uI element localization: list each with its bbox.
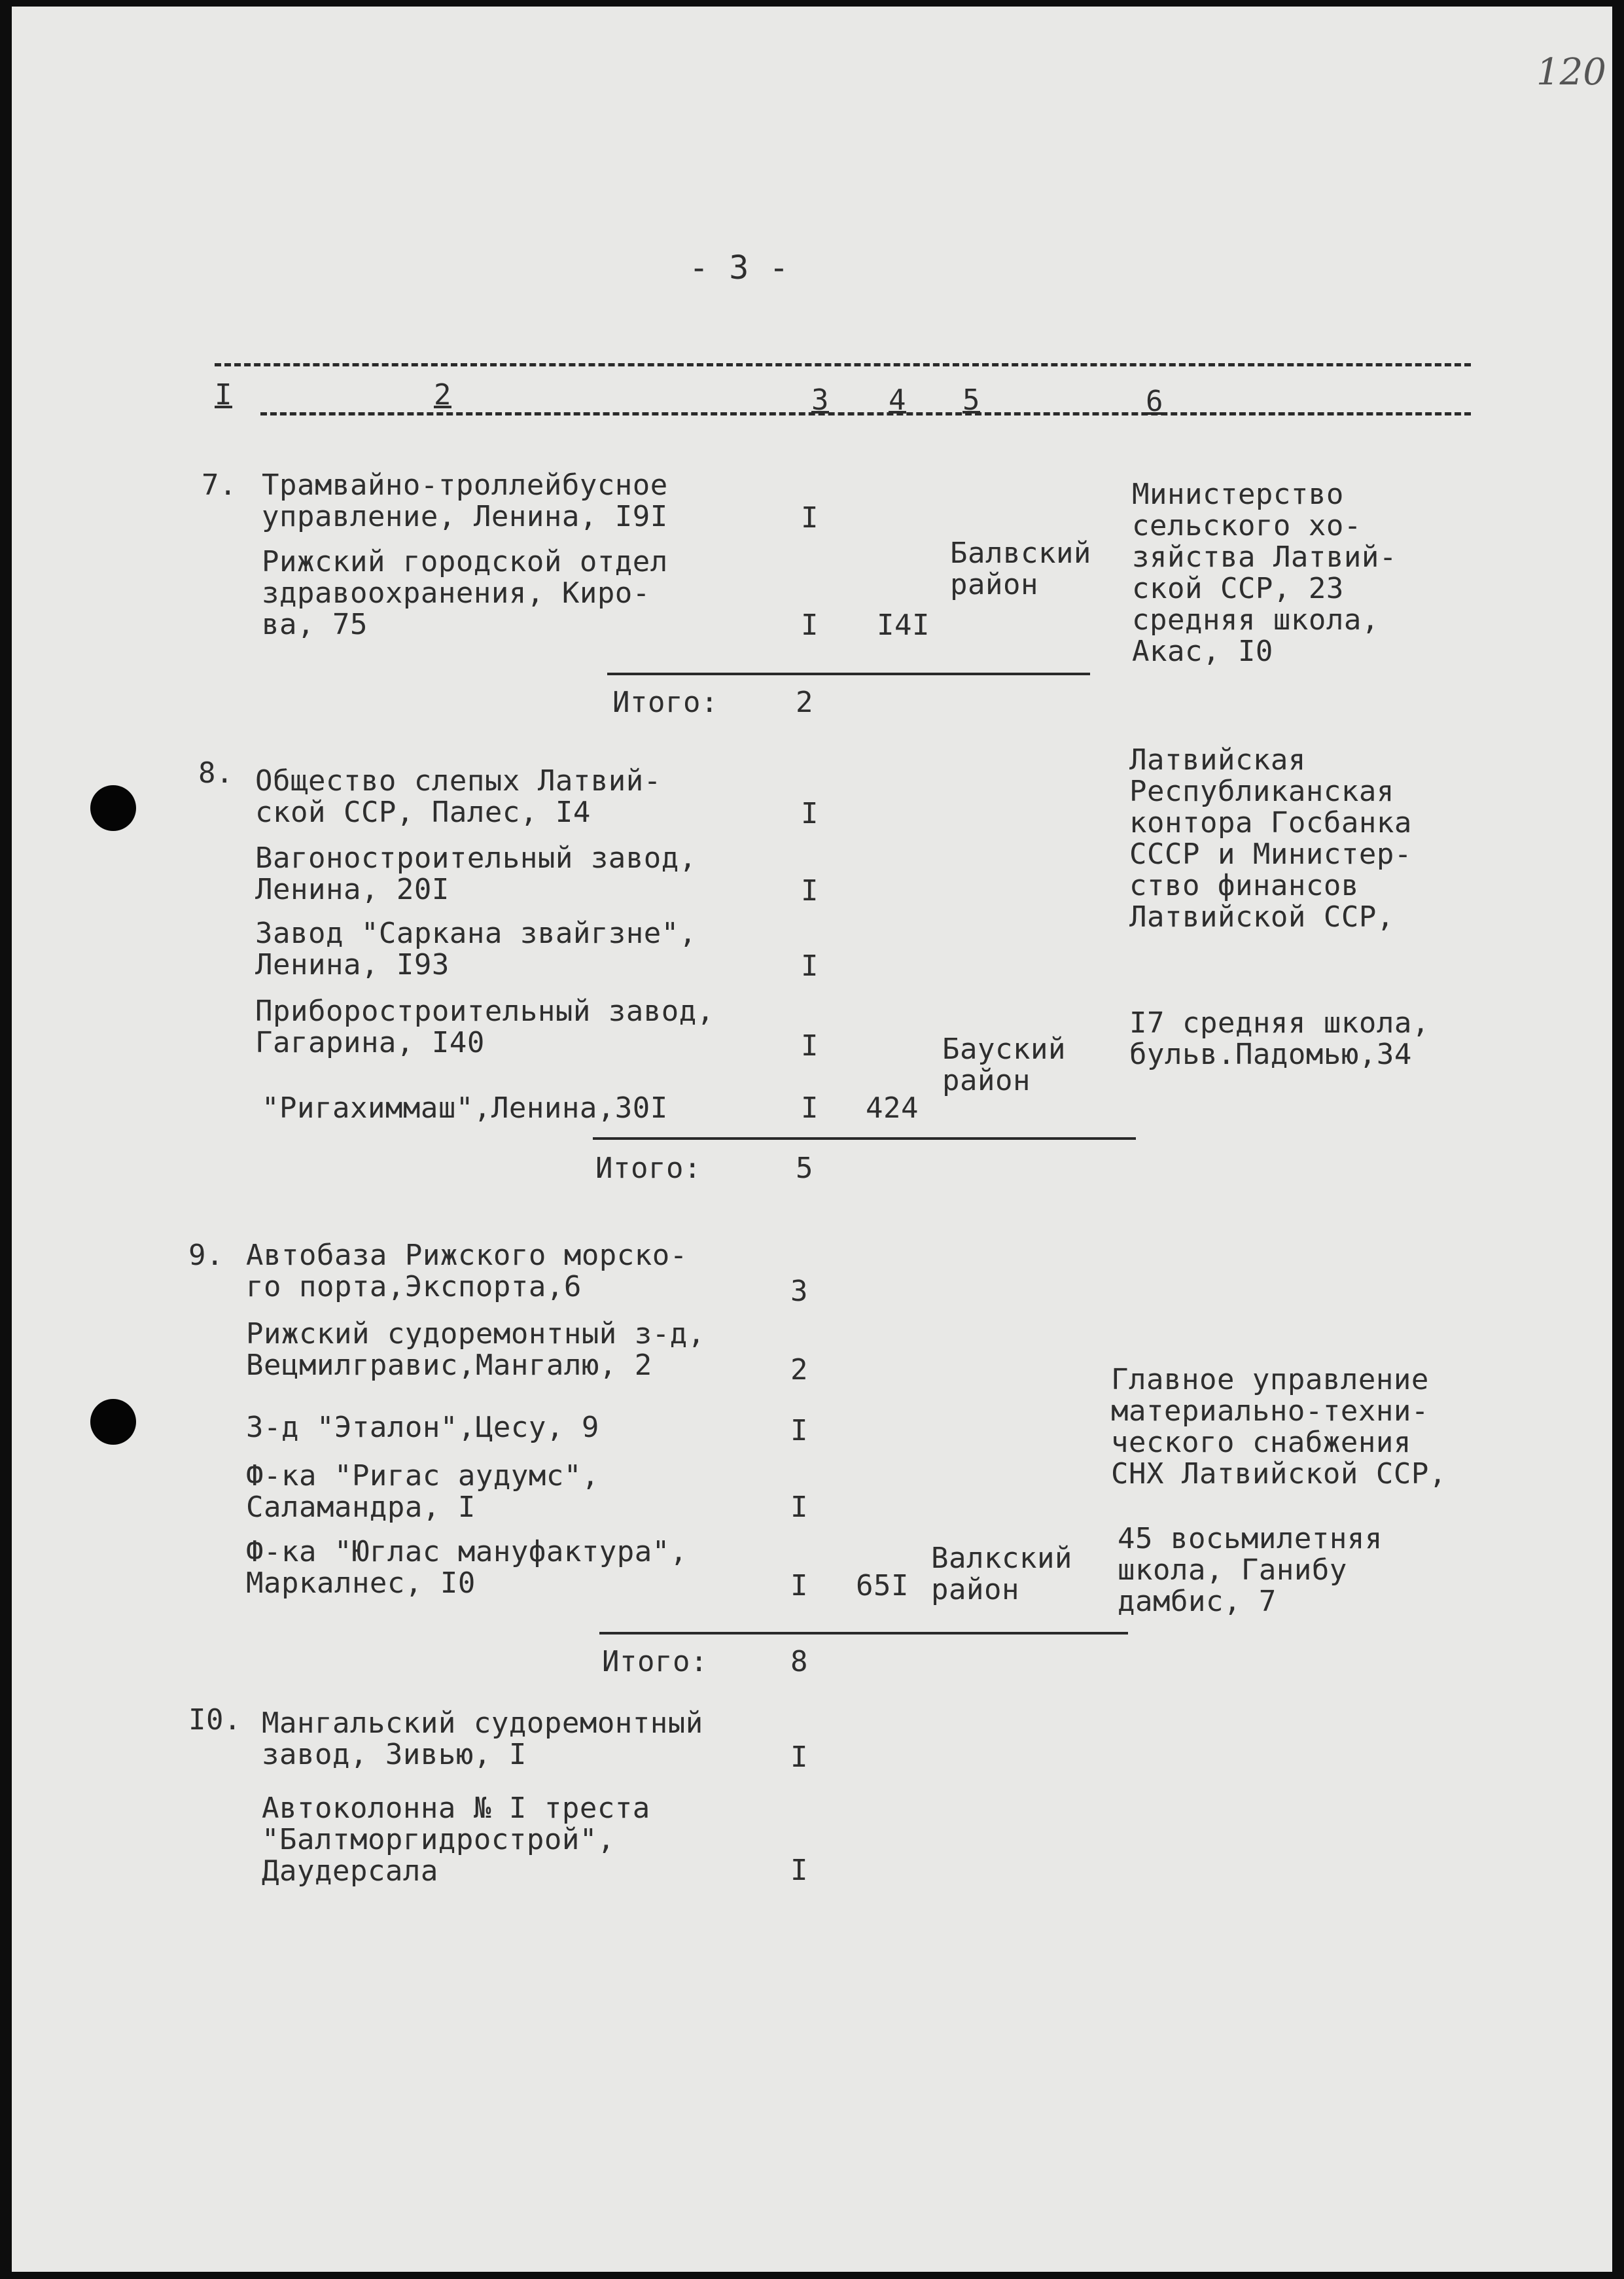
column-header-2: 2	[434, 378, 451, 412]
organization-entry: Завод "Саркана звайгзне", Ленина, I93	[255, 917, 697, 981]
section-number: 8.	[198, 756, 234, 790]
organization-entry: Автоколонна № I треста "Балтморгидрострой", Даудерсала	[262, 1792, 650, 1888]
subtotal-cell: 65I	[856, 1569, 909, 1602]
organization-entry: Приборостроительный завод, Гагарина, I40	[255, 995, 715, 1059]
total-value: 5	[796, 1152, 813, 1185]
location-cell: I7 средняя школа, бульв.Падомью,34	[1129, 1006, 1430, 1071]
location-cell: Министерство сельского хо- зяйства Латвий- ской ССР, 23 средняя школа, Акас, I0	[1132, 478, 1397, 668]
organization-entry: Ф-ка "Ригас аудумс", Саламандра, I	[246, 1459, 599, 1524]
column-header-6: 6	[1146, 385, 1163, 418]
punch-hole	[90, 1399, 136, 1445]
organization-entry: Трамвайно-троллейбусное управление, Ленина, I9I	[262, 468, 668, 533]
count-cell: I	[790, 1569, 808, 1602]
organization-entry: "Ригахиммаш",Ленина,30I	[262, 1091, 668, 1125]
count-cell: I	[790, 1854, 808, 1887]
location-cell: Главное управление материально-техни- ческого снабжения СНХ Латвийской ССР,	[1111, 1363, 1447, 1491]
header-top-rule	[215, 363, 1471, 366]
count-cell: I	[790, 1491, 808, 1524]
organization-entry: Рижский судоремонтный з-д, Вецмилгравис,Мангалю, 2	[246, 1317, 705, 1382]
page-number: - 3 -	[689, 249, 790, 287]
header-bottom-rule	[260, 412, 1471, 415]
count-cell: I	[801, 874, 819, 908]
total-value: 8	[790, 1645, 808, 1678]
district-cell: Валкский район	[931, 1542, 1072, 1606]
total-rule	[607, 673, 1090, 675]
organization-entry: Автобаза Рижского морско- го порта,Экспорта,6	[246, 1239, 688, 1303]
count-cell: I	[801, 1091, 819, 1125]
count-cell: 3	[790, 1275, 808, 1308]
count-cell: I	[790, 1414, 808, 1447]
count-cell: I	[801, 501, 819, 535]
column-header-4: 4	[889, 383, 906, 417]
count-cell: I	[790, 1740, 808, 1774]
total-rule	[593, 1137, 1136, 1140]
district-cell: Бауский район	[942, 1033, 1066, 1097]
total-rule	[599, 1632, 1128, 1634]
location-cell: 45 восьмилетняя школа, Ганибу дамбис, 7	[1118, 1522, 1383, 1618]
subtotal-cell: 424	[866, 1091, 919, 1125]
count-cell: I	[801, 797, 819, 830]
total-label: Итого:	[612, 686, 718, 719]
count-cell: I	[801, 609, 819, 642]
organization-entry: Ф-ка "Юглас мануфактура", Маркалнес, I0	[246, 1535, 688, 1600]
count-cell: I	[801, 1029, 819, 1063]
punch-hole	[90, 785, 136, 831]
total-label: Итого:	[595, 1152, 701, 1185]
section-number: I0.	[188, 1703, 241, 1737]
district-cell: Балвский район	[950, 537, 1091, 601]
column-header-3: 3	[811, 383, 829, 417]
count-cell: 2	[790, 1353, 808, 1387]
subtotal-cell: I4I	[877, 609, 930, 642]
organization-entry: Вагоностроительный завод, Ленина, 20I	[255, 841, 697, 906]
column-header-5: 5	[962, 383, 980, 417]
section-number: 7.	[202, 468, 237, 502]
document-page	[12, 7, 1612, 2272]
organization-entry: Рижский городской отдел здравоохранения, Киро- ва, 75	[262, 545, 668, 641]
location-cell: Латвийская Республиканская контора Госбанка СССР и Министер- ство финансов Латвийской ССР,	[1129, 743, 1412, 934]
archive-folio-number: 120	[1536, 51, 1606, 94]
total-value: 2	[796, 686, 813, 719]
section-number: 9.	[188, 1239, 224, 1272]
column-header-1: I	[215, 378, 232, 412]
count-cell: I	[801, 949, 819, 983]
total-label: Итого:	[602, 1645, 708, 1678]
organization-entry: Мангальский судоремонтный завод, Зивью, I	[262, 1706, 703, 1771]
organization-entry: Общество слепых Латвий- ской ССР, Палес, I4	[255, 764, 662, 829]
organization-entry: З-д "Эталон",Цесу, 9	[246, 1411, 599, 1444]
